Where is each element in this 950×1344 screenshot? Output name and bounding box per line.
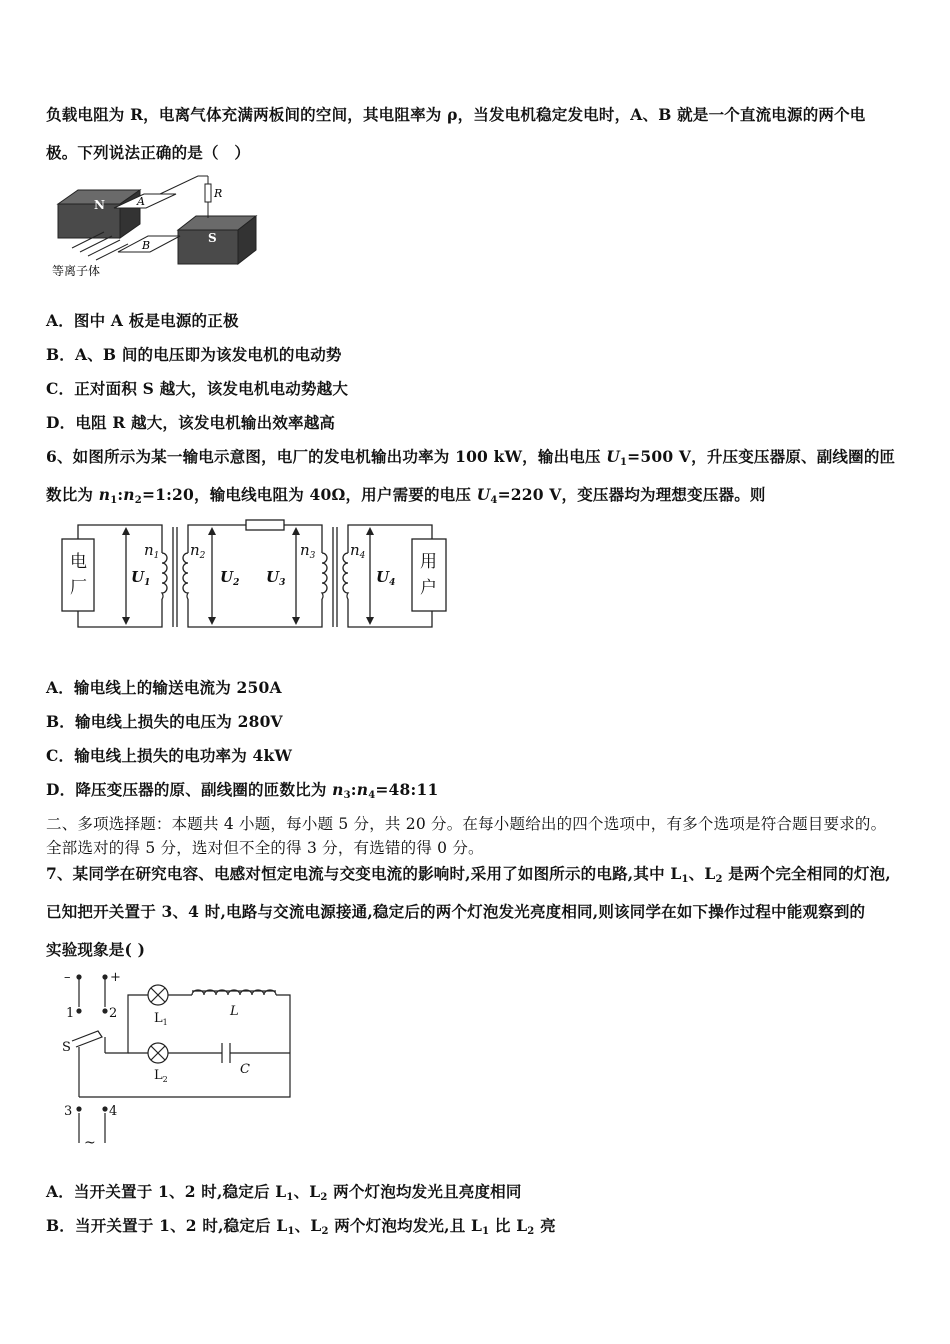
q5-option-c: C．正对面积 S 越大，该发电机电动势越大 [46,379,349,398]
q5-stem-line2: 极。下列说法正确的是（ ） [46,143,251,162]
n2-label: $n_2$ [190,541,206,561]
ac-source-symbol: ~ [84,1135,96,1151]
u3-label: $U_3$ [266,568,286,588]
q6-stem-line1: 6、如图所示为某一输电示意图，电厂的发电机输出功率为 100 kW，输出电压 $U_1=500$ V，升压变压器原、副线圈的匝 [46,447,896,468]
plant-char-2: 厂 [70,578,87,598]
q5-figure-mhd-generator [48,172,263,280]
terminal-3: 3 [64,1104,73,1119]
q7-stem-line2: 已知把开关置于 3、4 时,电路与交流电源接通,稳定后的两个灯泡发光亮度相同,则该同学在如下操作过程中能观察到的 [46,902,866,921]
q7-option-a: A．当开关置于 1、2 时,稳定后 $L_1$、$L_2$ 两个灯泡均发光且亮度相同 [46,1182,522,1203]
magnet-n-label: N [94,198,105,212]
n1-label: $n_1$ [144,541,160,561]
plasma-caption: 等离子体 [52,264,101,278]
plate-b-label: B [142,239,151,252]
q5-option-b: B．A、B 间的电压即为该发电机的电动势 [46,345,342,364]
lamp1-label: $L_1$ [154,1011,168,1027]
q7-stem-line3: 实验现象是( ) [46,940,146,959]
q6-option-a: A．输电线上的输送电流为 250A [46,678,282,697]
n3-label: $n_3$ [300,541,316,561]
q5-stem-line1: 负载电阻为 R，电离气体充满两板间的空间，其电阻率为 ρ，当发电机稳定发电时，A、B 就是一个直流电源的两个电 [46,105,866,124]
magnet-s-label: S [208,231,217,245]
terminal-plus: + [110,970,121,985]
q6-option-d: D．降压变压器的原、副线圈的匝数比为 $n_3:n_4=48:11$ [46,780,439,801]
n4-label: $n_4$ [350,541,366,561]
section2-intro-line2: 全部选对的得 5 分，选对但不全的得 3 分，有选错的得 0 分。 [46,839,484,857]
u4-label: $U_4$ [376,568,396,588]
q6-option-c: C．输电线上损失的电功率为 4kW [46,746,293,765]
q6-stem-line2: 数比为 $n_1:n_2=1:20$，输电线电阻为 40Ω，用户需要的电压 $U_4=220$ V，变压器均为理想变压器。则 [46,485,766,506]
lamp2-label: $L_2$ [154,1068,168,1084]
q6-option-b: B．输电线上损失的电压为 280V [46,712,283,731]
q5-option-d: D．电阻 R 越大，该发电机输出效率越高 [46,413,336,432]
user-char-2: 户 [420,578,437,598]
u2-label: $U_2$ [220,568,240,588]
q7-stem-line1: 7、某同学在研究电容、电感对恒定电流与交变电流的影响时,采用了如图所示的电路,其中 $L_1$、$L_2$ 是两个完全相同的灯泡, [46,864,891,885]
resistor-r-label: R [214,187,223,200]
plant-char-1: 电 [70,552,87,572]
terminal-2: 2 [109,1006,118,1021]
u1-label: $U_1$ [131,568,151,588]
terminal-4: 4 [109,1104,118,1119]
q5-option-a: A．图中 A 板是电源的正极 [46,311,239,330]
switch-s-label: S [62,1040,71,1055]
q6-figure-transmission-circuit [60,515,455,637]
terminal-1: 1 [66,1006,75,1021]
plate-a-label: A [137,195,145,208]
capacitor-c-label: C [240,1062,250,1077]
terminal-minus: – [64,970,71,985]
user-char-1: 用 [420,552,437,572]
q7-figure-lc-circuit [58,967,298,1153]
inductor-l-label: L [230,1004,239,1019]
section2-intro-line1: 二、多项选择题：本题共 4 小题，每小题 5 分，共 20 分。在每小题给出的四个选项中，有多个选项是符合题目要求的。 [46,815,887,833]
q7-option-b: B．当开关置于 1、2 时,稳定后 $L_1$、$L_2$ 两个灯泡均发光,且 $L_1$ 比 $L_2$ 亮 [46,1216,556,1237]
